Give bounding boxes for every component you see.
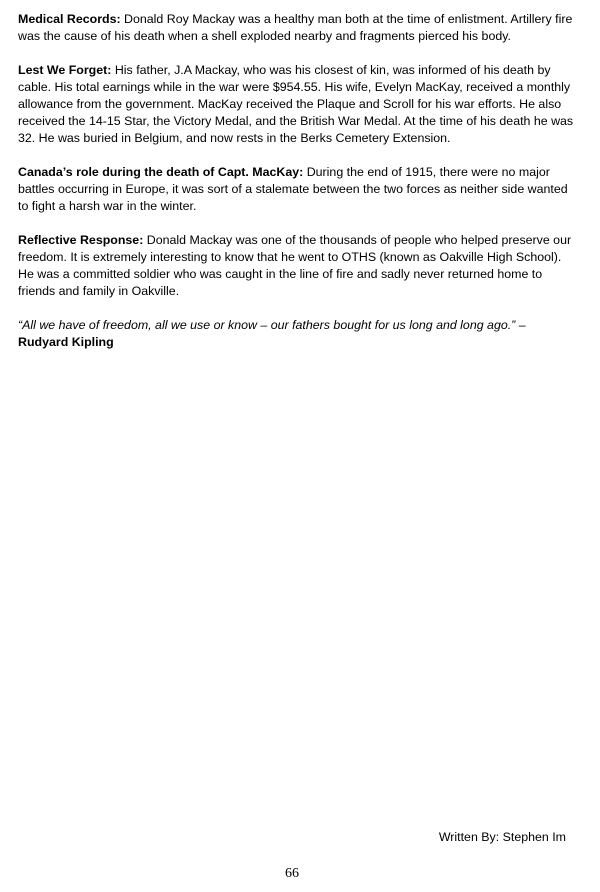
- quote-author: Rudyard Kipling: [18, 335, 114, 349]
- section-heading: Medical Records:: [18, 12, 121, 26]
- quote-text: “All we have of freedom, all we use or know – our fathers bought for us long and long ago.”: [18, 318, 516, 332]
- section-lest-we-forget: [18, 62, 578, 147]
- section-heading: Canada’s role during the death of Capt. MacKay:: [18, 165, 304, 179]
- section-reflective-response: [18, 232, 578, 300]
- closing-quote: [18, 317, 578, 351]
- section-text: During the end of 1915, there were no major battles occurring in Europe, it was sort of a stalemate between the two forces as neither side wanted to fight a harsh war in the winter.: [18, 165, 568, 213]
- written-by: Written By: Stephen Im: [438, 830, 566, 844]
- section-text: His father, J.A Mackay, who was his closest of kin, was informed of his death by cable. His total earnings while in the war were $954.55. His wife, Evelyn MacKay, received a monthly allowance from the government. MacKay received the Plaque and Scroll for his war efforts. He also received the 14-15 Star, the Victory Medal, and the British War Medal. At the time of his death he was 32. He was buried in Belgium, and now rests in the Berks Cemetery Extension.: [18, 63, 574, 145]
- section-text: Donald Mackay was one of the thousands of people who helped preserve our freedom. It is extremely interesting to know that he went to OTHS (known as Oakville High School). He was a committed soldier who was caught in the line of fire and sadly never returned home to friends and family in Oakville.: [18, 233, 572, 298]
- section-text: Donald Roy Mackay was a healthy man both at the time of enlistment. Artillery fire was the cause of his death when a shell exploded nearby and fragments pierced his body.: [18, 12, 573, 43]
- quote-dash: –: [515, 318, 526, 332]
- section-heading: Lest We Forget:: [18, 63, 112, 77]
- section-medical-records: [18, 11, 578, 45]
- document-body: [18, 11, 578, 351]
- section-canadas-role: [18, 164, 578, 215]
- section-heading: Reflective Response:: [18, 233, 144, 247]
- page-number: 66: [285, 866, 299, 881]
